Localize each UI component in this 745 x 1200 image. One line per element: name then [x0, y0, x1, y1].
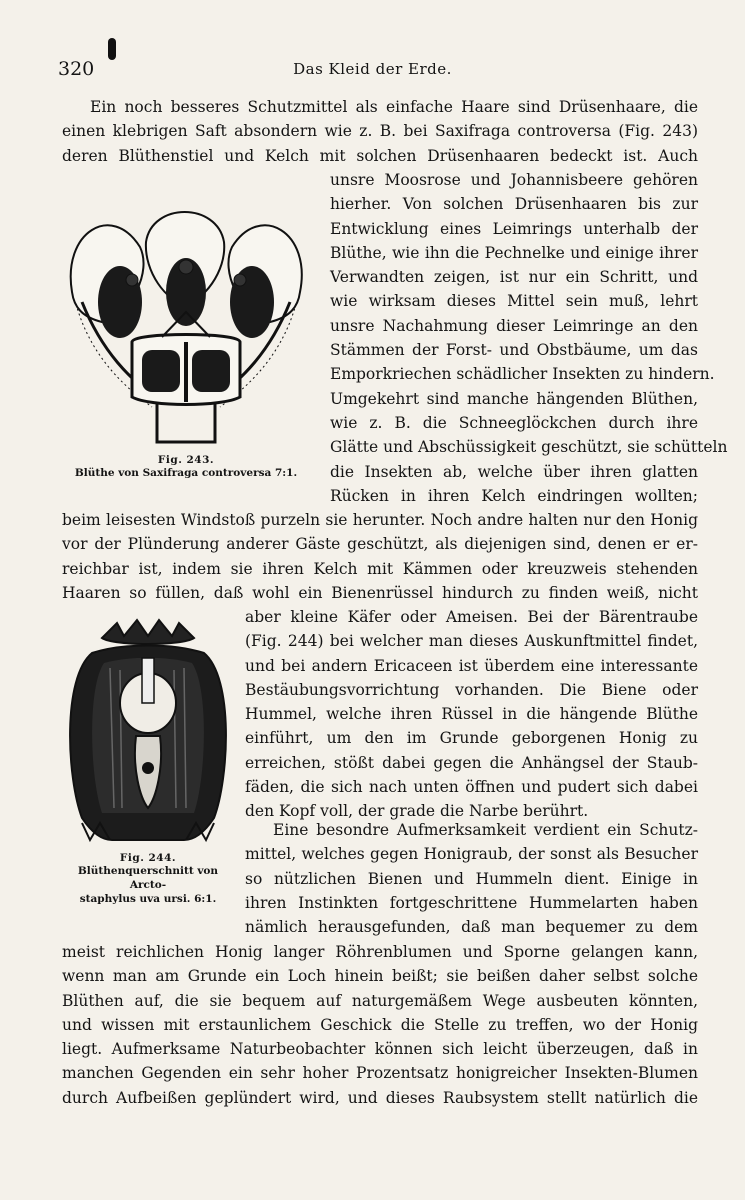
text-line: erreichen, stößt dabei gegen die Anhängsel der Staub- [245, 753, 698, 772]
text-line: Blüthen auf, die sie bequem auf naturgemäßem Wege ausbeuten könnten, [62, 991, 698, 1010]
text-line: einen klebrigen Saft absondern wie z. B. bei Saxifraga controversa (Fig. 243) [62, 122, 698, 141]
text-line: Stämmen der Forst- und Obstbäume, um das [330, 341, 698, 360]
figure-243-label: Fig. 243. [157, 454, 215, 466]
text-line: Umgekehrt sind manche hängenden Blüthen, [330, 389, 698, 408]
paragraph-1-continuation [62, 508, 698, 605]
arctostaphylus-flower-illustration [62, 618, 234, 848]
text-line: hierher. Von solchen Drüsenhaaren bis zur [330, 195, 698, 214]
text-line: Ein noch besseres Schutzmittel als einfache Haare sind Drüsenhaare, die [90, 98, 698, 116]
text-line: die Insekten ab, welche über ihren glatten [330, 462, 698, 481]
text-line: (Fig. 244) bei welcher man dieses Auskunftmittel findet, [245, 632, 698, 651]
paragraph-2-beside-figure [245, 605, 698, 824]
paragraph-1-full-width [62, 95, 698, 168]
text-line: unsre Moosrose und Johannisbeere gehören [330, 171, 698, 189]
text-line: Blüthe, wie ihn die Pechnelke und einige ihrer [330, 243, 698, 262]
page-number: 320 [58, 58, 95, 80]
text-line: mittel, welches gegen Honigraub, der sonst als Besucher [245, 845, 698, 864]
text-line: liegt. Aufmerksame Naturbeobachter können sich leicht überzeugen, daß in [62, 1040, 698, 1059]
saxifraga-flower-illustration [62, 192, 310, 450]
text-line: Verwandten zeigen, ist nur ein Schritt, und [330, 268, 698, 287]
text-line: meist reichlichen Honig langer Röhrenblumen und Sporne gelangen kann, [62, 943, 698, 961]
text-line: Entwicklung eines Leimrings unterhalb der [330, 219, 698, 238]
text-line: wenn man am Grunde ein Loch hinein beißt; sie beißen daher selbst solche [62, 967, 698, 986]
page-header [58, 58, 687, 84]
text-line: durch Aufbeißen geplündert wird, und dieses Raubsystem stellt natürlich die [62, 1088, 698, 1107]
text-line: deren Blüthenstiel und Kelch mit solchen Drüsenhaaren bedeckt ist. Auch [62, 146, 698, 165]
text-line: vor der Plünderung anderer Gäste geschützt, als diejenigen sind, denen er er- [62, 535, 698, 554]
text-line: unsre Nachahmung dieser Leimringe an den [330, 316, 698, 335]
text-line: Hummel, welche ihren Rüssel in die hängende Blüthe [245, 705, 698, 724]
running-title: Das Kleid der Erde. [293, 60, 452, 78]
text-line: Bestäubungsvorrichtung vorhanden. Die Biene oder [245, 680, 698, 699]
text-line: Emporkriechen schädlicher Insekten zu hindern. [330, 365, 715, 384]
figure-244-caption-line: staphylus uva ursi. 6:1. [79, 893, 217, 905]
figure-243 [62, 192, 310, 480]
paragraph-3-full-width [62, 940, 698, 1110]
figure-244 [62, 618, 234, 906]
text-line: den Kopf voll, der grade die Narbe berührt. [245, 802, 589, 821]
text-line: Glätte und Abschüssigkeit geschützt, sie schütteln [330, 438, 728, 457]
text-line: Rücken in ihren Kelch eindringen wollten; [330, 486, 698, 505]
text-line: und bei andern Ericaceen ist überdem eine interessante [245, 656, 698, 675]
text-line: Haaren so füllen, daß wohl ein Bienenrüssel hindurch zu finden weiß, nicht [62, 583, 698, 602]
text-line: manchen Gegenden ein sehr hoher Prozentsatz honigreicher Insekten-Blumen [62, 1064, 698, 1083]
figure-244-caption-line: Blüthenquerschnitt von Arcto- [77, 865, 219, 891]
figure-243-caption: Blüthe von Saxifraga controversa 7:1. [74, 467, 298, 479]
figure-244-label: Fig. 244. [119, 852, 177, 864]
text-line: ihren Instinkten fortgeschrittene Hummelarten haben [245, 893, 698, 912]
paragraph-1-beside-figure [330, 168, 728, 508]
text-line: und wissen mit erstaunlichem Geschick die Stelle zu treffen, wo der Honig [62, 1015, 698, 1034]
text-line: fäden, die sich nach unten öffnen und pudert sich dabei [245, 778, 698, 797]
text-line: so nützlichen Bienen und Hummeln dient. Einige in [245, 869, 698, 888]
text-line: reichbar ist, indem sie ihren Kelch mit Kämmen oder kreuzweis stehenden [62, 559, 698, 578]
text-line: beim leisesten Windstoß purzeln sie herunter. Noch andre halten nur den Honig [62, 511, 698, 529]
text-line: wie z. B. die Schneeglöckchen durch ihre [330, 413, 698, 432]
figure-244-caption [62, 864, 234, 906]
text-line: wie wirksam dieses Mittel sein muß, lehrt [330, 292, 698, 311]
text-line: einführt, um den im Grunde geborgenen Honig zu [245, 729, 698, 748]
text-line: nämlich herausgefunden, daß man bequemer zu dem [245, 918, 698, 937]
paragraph-3-beside-figure [245, 818, 698, 939]
text-line: aber kleine Käfer oder Ameisen. Bei der Bärentraube [245, 608, 698, 626]
ink-blot [108, 38, 116, 60]
text-line: Eine besondre Aufmerksamkeit verdient ein Schutz- [273, 821, 698, 839]
